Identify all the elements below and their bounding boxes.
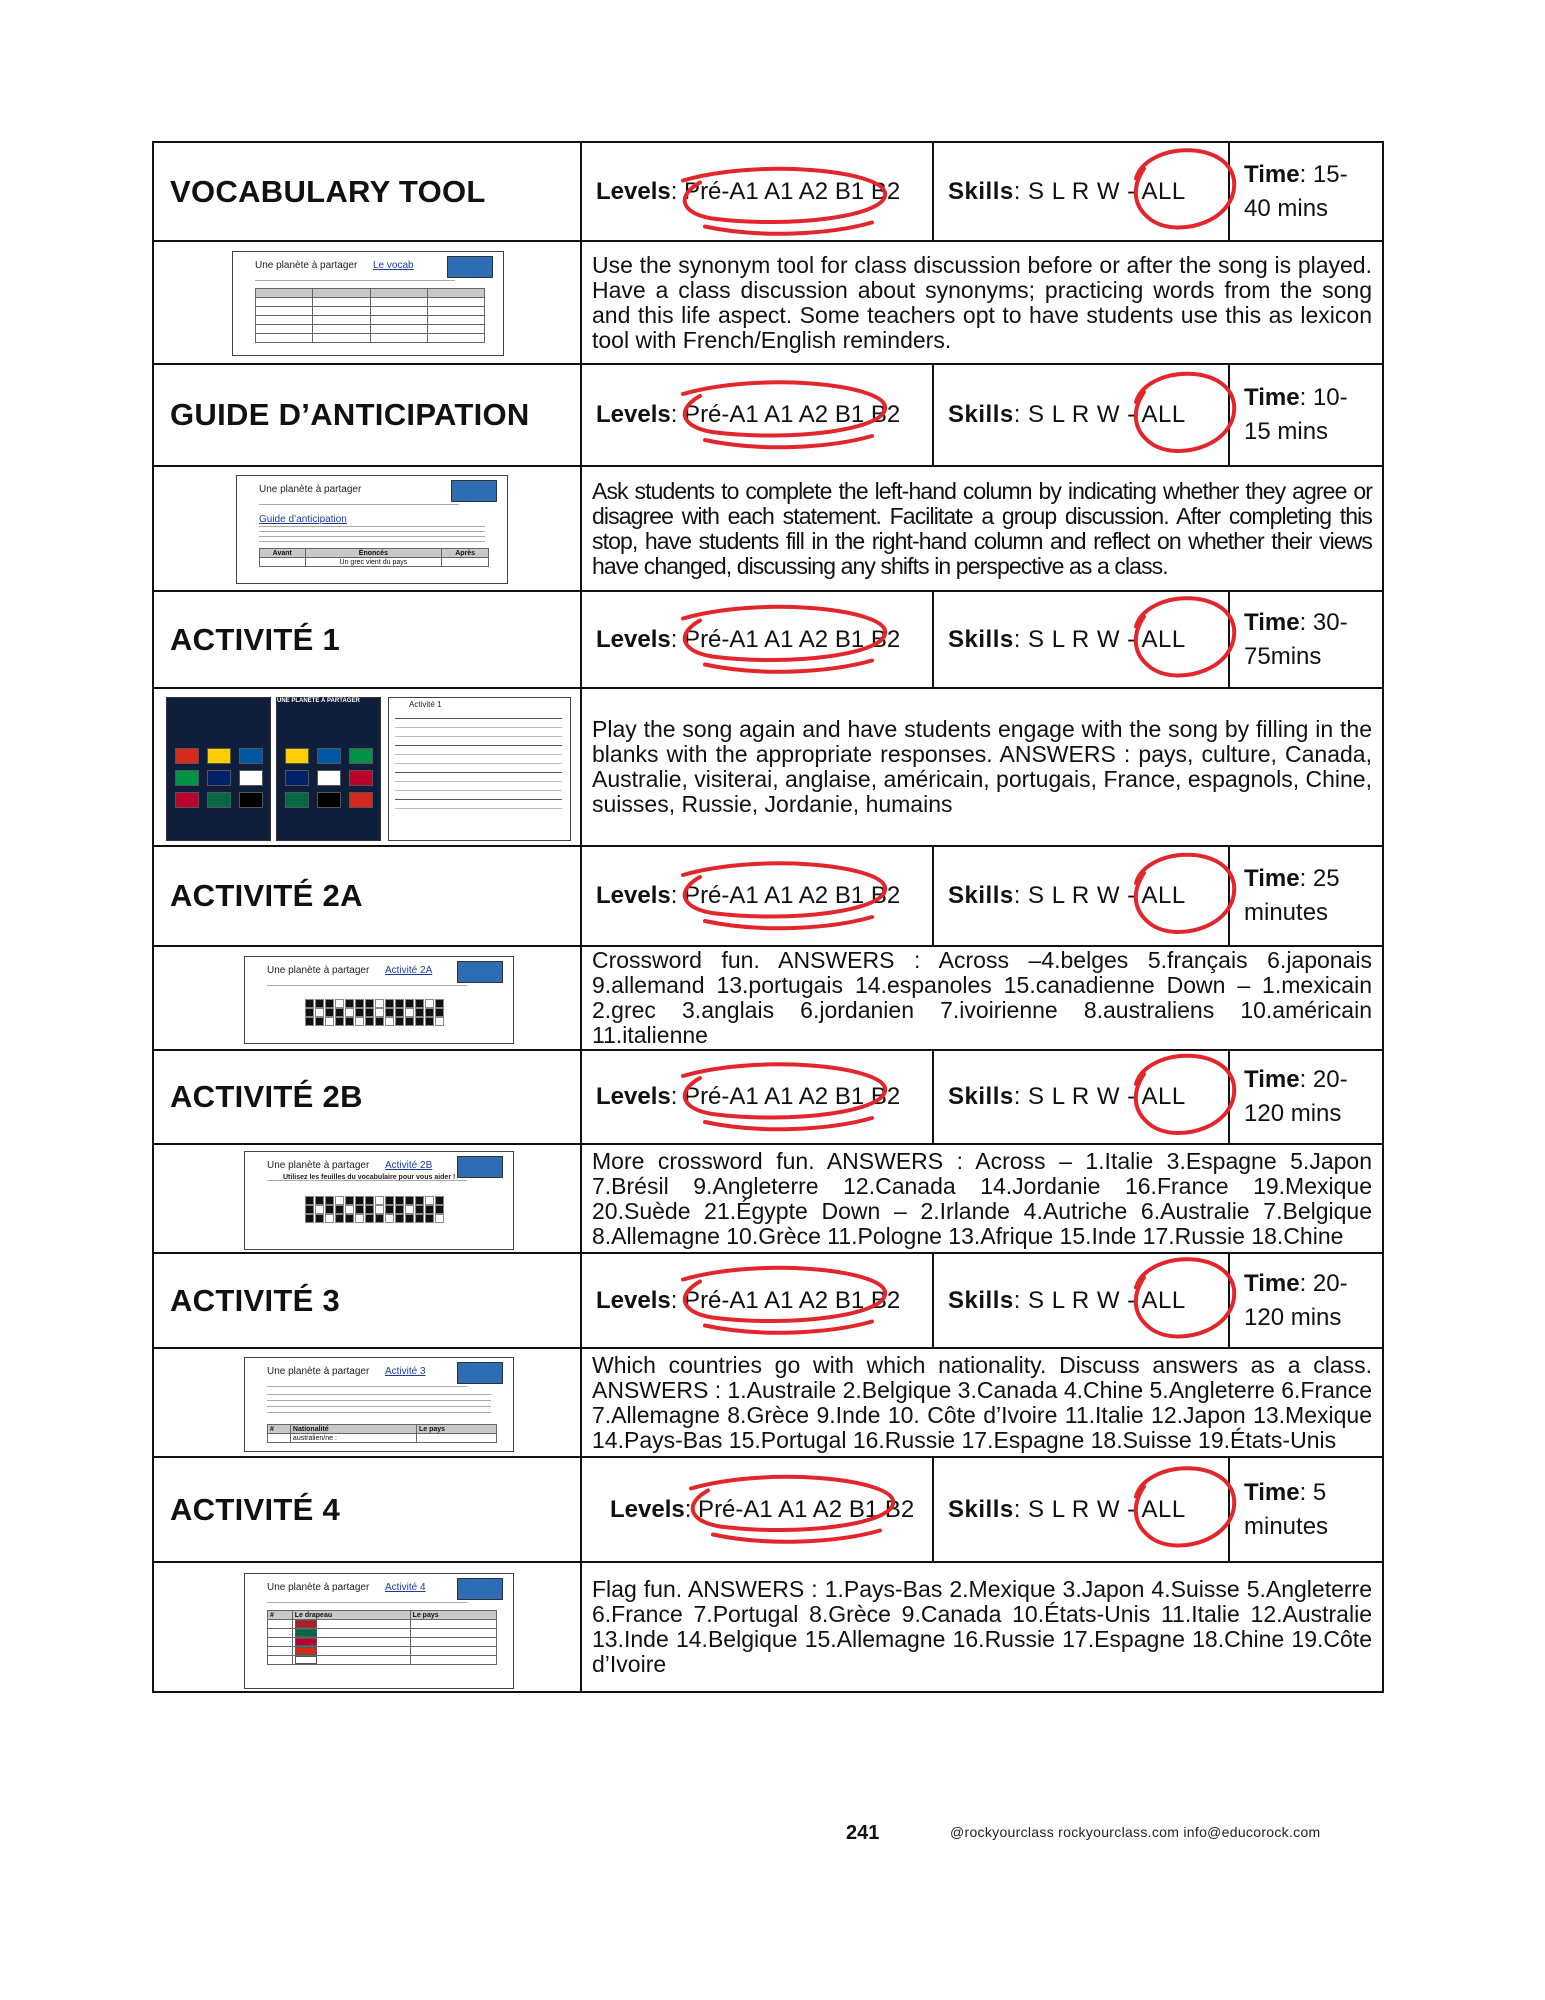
worksheet-thumbnail-cell (152, 465, 582, 592)
worksheet-subtitle: Activité 2B (385, 1160, 433, 1171)
flag-icon (295, 1620, 317, 1628)
activity-title-cell (152, 1252, 582, 1349)
time-value: : 15-40 mins (1244, 160, 1348, 222)
worksheet-subtitle: Le vocab (373, 260, 414, 271)
flag-table (267, 1610, 497, 1665)
skills-text (948, 1287, 1186, 1315)
footer-contact: @rockyourclass rockyourclass.com info@educorock.com (950, 1824, 1321, 1840)
flag-icon (295, 1638, 317, 1646)
activity-title: ACTIVITÉ 2B (170, 1079, 363, 1114)
worksheet-subtitle: Activité 2A (385, 965, 433, 976)
time-value: : 10-15 mins (1244, 384, 1348, 445)
skills-cell (932, 590, 1230, 689)
crossword-grid (305, 999, 445, 1026)
skills-label: Skills (948, 1286, 1014, 1314)
table-header-cell: Nationalité (290, 1425, 416, 1434)
activity-detail-row (152, 1347, 1384, 1458)
table-header-cell: Énoncés (305, 549, 442, 558)
worksheet-title: Une planète à partager (267, 1160, 370, 1171)
decorative-image (457, 961, 503, 983)
activity-title-cell (152, 1049, 582, 1145)
flag-icon (295, 1629, 317, 1637)
flag-icon (175, 770, 199, 786)
flag-icon (239, 770, 263, 786)
flag-icon (285, 792, 309, 808)
worksheet-instruction: Utilisez les feuilles du vocabulaire pour vous aider ! (283, 1174, 456, 1181)
worksheet-page (388, 697, 571, 841)
time-text (1244, 1063, 1374, 1131)
activity-title-cell (152, 590, 582, 689)
time-label: Time (1244, 1478, 1300, 1506)
activity-title: ACTIVITÉ 4 (170, 1491, 341, 1527)
decorative-image (457, 1156, 503, 1178)
activity-detail-row (152, 1561, 1384, 1693)
flag-icon (317, 770, 341, 786)
levels-text (596, 178, 900, 206)
activity-detail-row (152, 945, 1384, 1051)
activity-title: ACTIVITÉ 2A (170, 878, 363, 913)
levels-cell (580, 141, 934, 242)
levels-cell (580, 845, 934, 947)
text-line (395, 808, 562, 809)
time-cell (1228, 141, 1384, 242)
worksheet-thumbnail-cell (152, 240, 582, 365)
levels-value: : Pré-A1 A1 A2 B1 B2 (670, 1083, 901, 1110)
name-line (267, 1386, 467, 1387)
time-label: Time (1244, 865, 1300, 892)
flag-icon (285, 770, 309, 786)
worksheet-thumbnail (244, 1151, 514, 1250)
skills-cell (932, 141, 1230, 242)
worksheet-thumbnail-cell (152, 1347, 582, 1458)
worksheet-thumbnail-cell (152, 1561, 582, 1693)
worksheet-subtitle: Activité 3 (385, 1366, 426, 1377)
time-text (1244, 862, 1374, 930)
flag-icon (175, 748, 199, 764)
worksheet-thumbnail (166, 697, 571, 841)
skills-text (948, 1496, 1186, 1524)
text-line (395, 763, 562, 764)
flag-icon (349, 792, 373, 808)
flag-icon (175, 792, 199, 808)
time-text (1244, 158, 1374, 226)
activity-description-cell (580, 1143, 1384, 1254)
text-line (395, 790, 562, 791)
flag-icon (207, 770, 231, 786)
activity-description-cell (580, 945, 1384, 1051)
table-header-cell: Le pays (417, 1425, 497, 1434)
worksheet-thumbnail (232, 251, 504, 356)
worksheet-title: Une planète à partager (267, 1366, 370, 1377)
time-label: Time (1244, 608, 1300, 636)
skills-label: Skills (948, 177, 1014, 205)
song-poster-image (166, 697, 271, 841)
table-header-cell: Après (442, 549, 489, 558)
worksheet-thumbnail (244, 1573, 514, 1689)
worksheet-title: Une planète à partager (267, 965, 370, 976)
activity-header-row (152, 845, 1384, 947)
flag-icon (207, 792, 231, 808)
skills-label: Skills (948, 882, 1014, 909)
text-line (395, 727, 562, 728)
text-line (395, 718, 562, 719)
flag-icon (317, 748, 341, 764)
activity-header-row (152, 1456, 1384, 1563)
levels-cell (580, 590, 934, 689)
nationality-table (267, 1424, 497, 1443)
table-header-cell: # (268, 1611, 293, 1620)
crossword-grid (305, 1196, 445, 1223)
levels-label: Levels (610, 1495, 685, 1523)
worksheet-title: Une planète à partager (267, 1582, 370, 1593)
worksheet-thumbnail (244, 956, 514, 1044)
activity-title-cell (152, 1456, 582, 1563)
table-header-cell: Avant (260, 549, 306, 558)
flag-icon (295, 1656, 317, 1664)
text-line (267, 1406, 491, 1407)
skills-value: : S L R W - ALL (1013, 1083, 1186, 1110)
table-cell: australien/ne : (290, 1434, 416, 1443)
time-text (1244, 381, 1374, 449)
worksheet-thumbnail (244, 1357, 514, 1452)
time-value: : 5 minutes (1244, 1478, 1329, 1540)
activity-detail-row (152, 687, 1384, 847)
skills-value: : S L R W - ALL (1013, 1286, 1186, 1314)
activity-header-row (152, 363, 1384, 467)
levels-cell (580, 1456, 934, 1563)
skills-cell (932, 1252, 1230, 1349)
activity-detail-row (152, 465, 1384, 592)
levels-text (596, 626, 900, 654)
flag-icon (295, 1647, 317, 1655)
song-poster-image (276, 697, 381, 841)
skills-label: Skills (948, 1083, 1014, 1110)
flag-icon (239, 748, 263, 764)
levels-label: Levels (596, 1286, 671, 1314)
skills-cell (932, 1049, 1230, 1145)
decorative-image (457, 1578, 503, 1600)
levels-value: : Pré-A1 A1 A2 B1 B2 (670, 625, 901, 653)
levels-cell (580, 1252, 934, 1349)
activity-description-cell (580, 240, 1384, 365)
levels-text (596, 882, 900, 910)
levels-value: : Pré-A1 A1 A2 B1 B2 (670, 882, 901, 909)
anticipation-table (259, 548, 489, 567)
name-line (267, 985, 467, 986)
decorative-image (447, 256, 493, 278)
skills-value: : S L R W - ALL (1013, 1495, 1186, 1523)
skills-cell (932, 363, 1230, 467)
skills-text (948, 626, 1186, 654)
flag-icon (349, 748, 373, 764)
skills-text (948, 401, 1186, 429)
text-line (259, 531, 485, 532)
text-line (267, 1394, 491, 1395)
vocab-table (255, 288, 485, 343)
time-cell (1228, 845, 1384, 947)
activity-title-cell (152, 141, 582, 242)
time-cell (1228, 590, 1384, 689)
worksheet-title: Une planète à partager (259, 484, 362, 495)
worksheet-thumbnail (236, 475, 508, 584)
levels-label: Levels (596, 882, 671, 909)
activity-title: ACTIVITÉ 3 (170, 1282, 341, 1318)
activity-detail-row (152, 240, 1384, 365)
levels-value: : Pré-A1 A1 A2 B1 B2 (670, 1286, 901, 1314)
activity-header-row (152, 1252, 1384, 1349)
page-number: 241 (846, 1822, 880, 1844)
text-line (395, 754, 562, 755)
text-line (259, 536, 485, 537)
skills-cell (932, 1456, 1230, 1563)
time-cell (1228, 363, 1384, 467)
activity-description-cell (580, 687, 1384, 847)
levels-value: : Pré-A1 A1 A2 B1 B2 (670, 401, 901, 428)
activity-description-cell (580, 1561, 1384, 1693)
worksheet-title: Activité 1 (409, 700, 442, 709)
skills-label: Skills (948, 1495, 1014, 1523)
time-cell (1228, 1456, 1384, 1563)
time-label: Time (1244, 1066, 1300, 1093)
activity-description: Ask students to complete the left-hand column by indicating whether they agree or disagree with each statement. Facilitate a group discussion. After completing this stop, have students fill in the right-hand column and reflect on whether their views have changed, discussing any shifts in perspective as a class. (592, 477, 1372, 579)
activity-description: More crossword fun. ANSWERS : Across – 1.Italie 3.Espagne 5.Japon 7.Brésil 9.Angleterre 12.Canada 14.Jordanie 16.France 19.Mexique 20.Suède 21.Égypte Down – 2.Irlande 4.Autriche 6.Australie 7.Belgique 8.Allemagne 10.Grèce 11.Pologne 13.Afrique 15.Inde 17.Russie 18.Chine (592, 1147, 1372, 1249)
time-value: : 20-120 mins (1244, 1066, 1348, 1127)
levels-label: Levels (596, 1083, 671, 1110)
activity-title-cell (152, 845, 582, 947)
time-text (1244, 606, 1374, 674)
activity-header-row (152, 141, 1384, 242)
worksheet-thumbnail-cell (152, 945, 582, 1051)
skills-text (948, 178, 1186, 206)
activity-description: Use the synonym tool for class discussion before or after the song is played. Have a class discussion about synonyms; practicing words from the song and this life aspect. Some teachers opt to have students use this as lexicon tool with French/English reminders. (592, 251, 1372, 353)
activity-description: Which countries go with which nationality. Discuss answers as a class. ANSWERS : 1.Austraile 2.Belgique 3.Canada 4.Chine 5.Angleterre 6.France 7.Allemagne 8.Grèce 9.Inde 10. Côte d’Ivoire 11.Italie 12.Japon 13.Mexique 14.Pays-Bas 15.Portugal 16.Russie 17.Espagne 18.Suisse 19.États-Unis (592, 1351, 1372, 1453)
flag-icon (285, 748, 309, 764)
activity-description: Play the song again and have students engage with the song by filling in the blanks with the appropriate responses. ANSWERS : pays, culture, Canada, Australie, visiterai, anglaise, américain, portugais, France, espagnols, Chine, suisses, Russie, Jordanie, humains (592, 716, 1372, 817)
name-line (259, 504, 459, 505)
levels-text (596, 1287, 900, 1315)
skills-value: : S L R W - ALL (1013, 625, 1186, 653)
skills-label: Skills (948, 625, 1014, 653)
flag-icon (349, 770, 373, 786)
flag-icon (239, 792, 263, 808)
time-cell (1228, 1252, 1384, 1349)
worksheet-thumbnail-cell (152, 1143, 582, 1254)
table-cell: Un grec vient du pays (305, 558, 442, 567)
skills-value: : S L R W - ALL (1013, 177, 1186, 205)
time-value: : 25 minutes (1244, 865, 1340, 926)
flag-icon (207, 748, 231, 764)
flag-icon (317, 792, 341, 808)
text-line (267, 1400, 491, 1401)
activity-title: GUIDE D’ANTICIPATION (170, 397, 530, 432)
name-line (255, 280, 455, 281)
text-line (267, 1412, 491, 1413)
activity-description-cell (580, 465, 1384, 592)
text-line (259, 541, 485, 542)
activity-header-row (152, 590, 1384, 689)
activity-description: Flag fun. ANSWERS : 1.Pays-Bas 2.Mexique 3.Japon 4.Suisse 5.Angleterre 6.France 7.Portugal 8.Grèce 9.Canada 10.États-Unis 11.Italie 12.Australie 13.Inde 14.Belgique 15.Allemagne 16.Russie 17.Espagne 18.Chine 19.Côte d’Ivoire (592, 1576, 1372, 1677)
worksheet-subtitle: Activité 4 (385, 1582, 426, 1593)
skills-text (948, 1083, 1186, 1111)
table-header-cell: Le drapeau (292, 1611, 410, 1620)
decorative-image (457, 1362, 503, 1384)
levels-label: Levels (596, 625, 671, 653)
levels-cell (580, 1049, 934, 1145)
text-line (395, 772, 562, 773)
text-line (395, 781, 562, 782)
time-cell (1228, 1049, 1384, 1145)
levels-value: : Pré-A1 A1 A2 B1 B2 (670, 177, 901, 205)
levels-value: : Pré-A1 A1 A2 B1 B2 (684, 1495, 915, 1523)
poster-title: UNE PLANÈTE À PARTAGER (277, 698, 360, 704)
time-label: Time (1244, 160, 1300, 188)
activity-detail-row (152, 1143, 1384, 1254)
time-text (1244, 1267, 1374, 1335)
time-value: : 20-120 mins (1244, 1269, 1348, 1331)
activity-header-row (152, 1049, 1384, 1145)
levels-label: Levels (596, 177, 671, 205)
text-line (395, 799, 562, 800)
time-value: : 30-75mins (1244, 608, 1348, 670)
skills-text (948, 882, 1186, 910)
levels-label: Levels (596, 401, 671, 428)
worksheet-thumbnail-cell (152, 687, 582, 847)
name-line (267, 1602, 467, 1603)
skills-value: : S L R W - ALL (1013, 401, 1186, 428)
levels-cell (580, 363, 934, 467)
decorative-image (451, 480, 497, 502)
levels-text (610, 1496, 914, 1524)
levels-text (596, 1083, 900, 1111)
skills-label: Skills (948, 401, 1014, 428)
activity-title-cell (152, 363, 582, 467)
activity-title: VOCABULARY TOOL (170, 173, 486, 209)
time-label: Time (1244, 1269, 1300, 1297)
time-label: Time (1244, 384, 1300, 411)
worksheet-subtitle: Guide d’anticipation (259, 514, 347, 525)
activity-description: Crossword fun. ANSWERS : Across –4.belges 5.français 6.japonais 9.allemand 13.portugais 14.espanoles 15.canadienne Down – 1.mexicain 2.grec 3.anglais 6.jordanien 7.ivoirienne 8.australiens 10.américain 11.italienne (592, 947, 1372, 1048)
levels-text (596, 401, 900, 429)
table-header-cell: Le pays (410, 1611, 496, 1620)
activity-description-cell (580, 1347, 1384, 1458)
text-line (395, 736, 562, 737)
skills-cell (932, 845, 1230, 947)
text-line (395, 745, 562, 746)
text-line (259, 526, 485, 527)
worksheet-title: Une planète à partager (255, 260, 358, 271)
activity-title: ACTIVITÉ 1 (170, 621, 341, 657)
time-text (1244, 1476, 1374, 1544)
table-header-cell: # (268, 1425, 291, 1434)
skills-value: : S L R W - ALL (1013, 882, 1186, 909)
